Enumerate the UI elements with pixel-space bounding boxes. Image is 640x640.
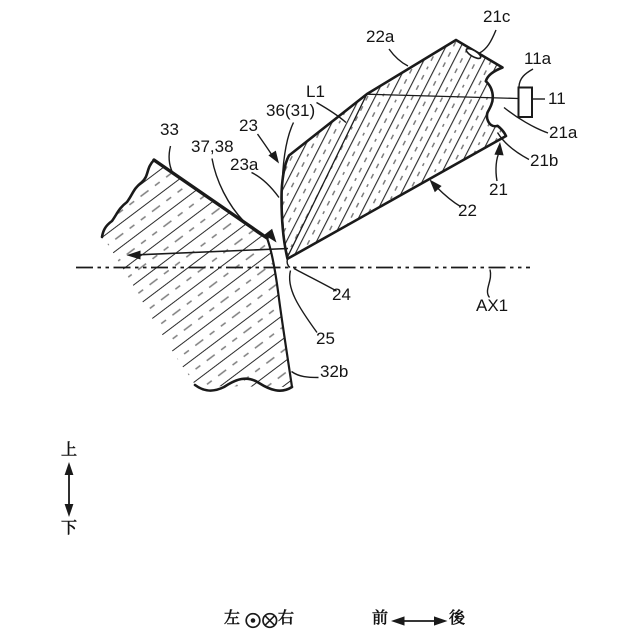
label-direction-left: 左 — [224, 610, 241, 627]
label-33: 33 — [160, 120, 179, 139]
label-37-38: 37,38 — [191, 137, 234, 156]
leader-21 — [496, 152, 500, 181]
leader-23a — [252, 173, 280, 198]
arrowhead-21 — [494, 142, 503, 155]
label-L1: L1 — [306, 82, 325, 101]
leader-24 — [294, 269, 337, 292]
up-down-arrow — [65, 462, 74, 517]
label-32b: 32b — [320, 362, 349, 381]
label-direction-up: 上 — [61, 442, 78, 459]
label-direction-front: 前 — [372, 610, 389, 627]
fixed-body-shape — [102, 160, 292, 391]
sensor-11-box — [519, 88, 533, 118]
label-11a: 11a — [524, 49, 552, 68]
label-36-31: 36(31) — [266, 101, 316, 120]
leader-11a — [519, 69, 533, 87]
label-11: 11 — [548, 89, 566, 108]
label-AX1: AX1 — [476, 296, 509, 315]
leader-22a — [389, 49, 408, 66]
leader-22 — [437, 187, 461, 207]
label-21a: 21a — [549, 123, 578, 142]
label-direction-down: 下 — [61, 520, 78, 537]
leader-AX1 — [487, 270, 490, 298]
label-24: 24 — [332, 285, 351, 304]
label-21b: 21b — [530, 151, 559, 170]
leader-33 — [169, 146, 172, 173]
rotary-blade-shape — [282, 40, 519, 268]
label-21c: 21c — [483, 7, 511, 26]
label-25: 25 — [316, 329, 335, 348]
leader-32b — [292, 372, 319, 378]
out-of-page-icon — [246, 614, 260, 628]
label-direction-right: 右 — [278, 610, 295, 627]
into-page-icon — [263, 614, 277, 628]
front-back-arrow — [391, 616, 448, 625]
label-23a: 23a — [230, 155, 259, 174]
leader-21c — [480, 30, 497, 53]
label-direction-back: 後 — [449, 610, 466, 627]
label-22a: 22a — [366, 27, 395, 46]
label-21: 21 — [489, 180, 508, 199]
leader-25 — [290, 271, 317, 333]
label-22: 22 — [458, 201, 477, 220]
label-23: 23 — [239, 116, 258, 135]
